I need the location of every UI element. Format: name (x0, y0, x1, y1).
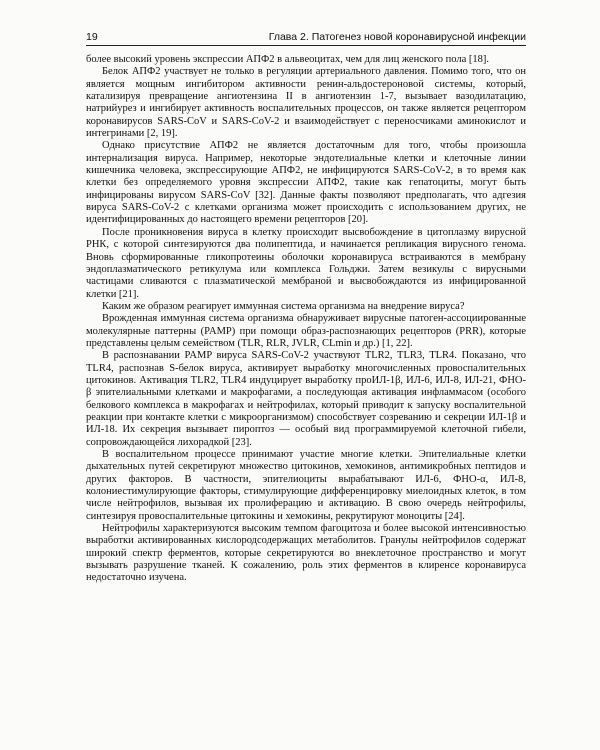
paragraph: После проникновения вируса в клетку происходит высвобождение в цитоплазму вирусной РНК, с которой синтезируются два полипептида, и начинается репликация вирусного генома. Вновь сформированные гликопротеины оболочки коронавируса встраиваются в мембрану эндоплазматического ретикулума или комплекса Гольджи. Затем везикулы с вирусными частицами сливаются с плазматической мембраной и высвобождаются из инфицированной клетки [21]. (86, 226, 526, 300)
paragraph: Однако присутствие АПФ2 не является достаточным для того, чтобы произошла интернализация вируса. Например, некоторые эндотелиальные клетки и клеточные линии кишечника человека, экспрессирующие АПФ2, не инфицируются SARS-CoV-2, в то время как клетки без определяемого уровня экспрессии АПФ2, такие как гепатоциты, могут быть инфицированы вирусом SARS-CoV [32]. Данные факты позволяют предполагать, что адгезия вируса SARS-CoV-2 с клетками организма может происходить с использованием других, не идентифицированных до настоящего времени рецепторов [20]. (86, 140, 526, 226)
paragraph: Врожденная иммунная система организма обнаруживает вирусные патоген-ассоциированные молекулярные паттерны (PAMP) при помощи образ-распознающих рецепторов (PRR), которые представлены целым семейством (TLR, RLR, JVLR, CLmin и др.) [1, 22]. (86, 313, 526, 349)
paragraph: Каким же образом реагирует иммунная система организма на внедрение вируса? (102, 300, 465, 312)
body-text (86, 54, 526, 585)
paragraph: Нейтрофилы характеризуются высоким темпом фагоцитоза и более высокой интенсивностью выработки активированных кислородсодержащих метаболитов. Гранулы нейтрофилов содержат широкий спектр ферментов, которые секретируются во внеклеточное пространство и могут вызывать разрушение тканей. К сожалению, роль этих ферментов в клиренсе коронавируса недостаточно изучена. (86, 523, 526, 584)
paragraph: В воспалительном процессе принимают участие многие клетки. Эпителиальные клетки дыхательных путей секретируют множество цитокинов, хемокинов, антимикробных пептидов и других факторов. В частности, эпителиоциты вырабатывают ИЛ-6, ФНО-α, ИЛ-8, колониестимулирующие факторы, стимулирующие дифференцировку миелоидных клеток, в том числе нейтрофилов, вызывая их пролиферацию и активацию. В свою очередь нейтрофилы, синтезируя провоспалительные цитокины и хемокины, рекрутируют моноциты [24]. (86, 449, 526, 522)
chapter-title: Глава 2. Патогенез новой коронавирусной инфекции (268, 31, 526, 43)
paragraph: В распознавании PAMP вируса SARS-CoV-2 участвуют TLR2, TLR3, TLR4. Показано, что TLR4, распознав S-белок вируса, активирует выработку многочисленных провоспалительных цитокинов. Активация TLR2, TLR4 индуцирует выработку проИЛ-1β, ИЛ-6, ИЛ-8, ИЛ-21, ФНО-β эпителиальными клетками и макрофагами, а последующая активация инфламмасом (особого белкового комплекса в макрофагах и нейтрофилах, который приводит к запуску воспалительной реакции при контакте клетки с микроорганизмом) способствует созреванию и секреции ИЛ-1β и ИЛ-18. Их секреция вызывает пироптоз — особый вид программируемой клеточной гибели, сопровождающейся лихорадкой [23]. (86, 350, 526, 448)
page-number: 19 (86, 31, 98, 43)
paragraph: Белок АПФ2 участвует не только в регуляции артериального давления. Помимо того, что он является мощным ингибитором активности ренин-альдостероновой системы, который, катализируя превращение ангиотензина II в ангиотензин 1-7, вызывает вазодилатацию, натрийурез и ингибирует активность воспалительных процессов, он также является рецептором коронавирусов SARS-CoV и SARS-CoV-2 и взаимодействует с переносчиками аминокислот и интегринами [2, 19]. (86, 66, 526, 140)
paragraph: более высокий уровень экспрессии АПФ2 в альвеоцитах, чем для лиц женского пола [18]. (86, 54, 489, 65)
header-rule (86, 45, 526, 46)
